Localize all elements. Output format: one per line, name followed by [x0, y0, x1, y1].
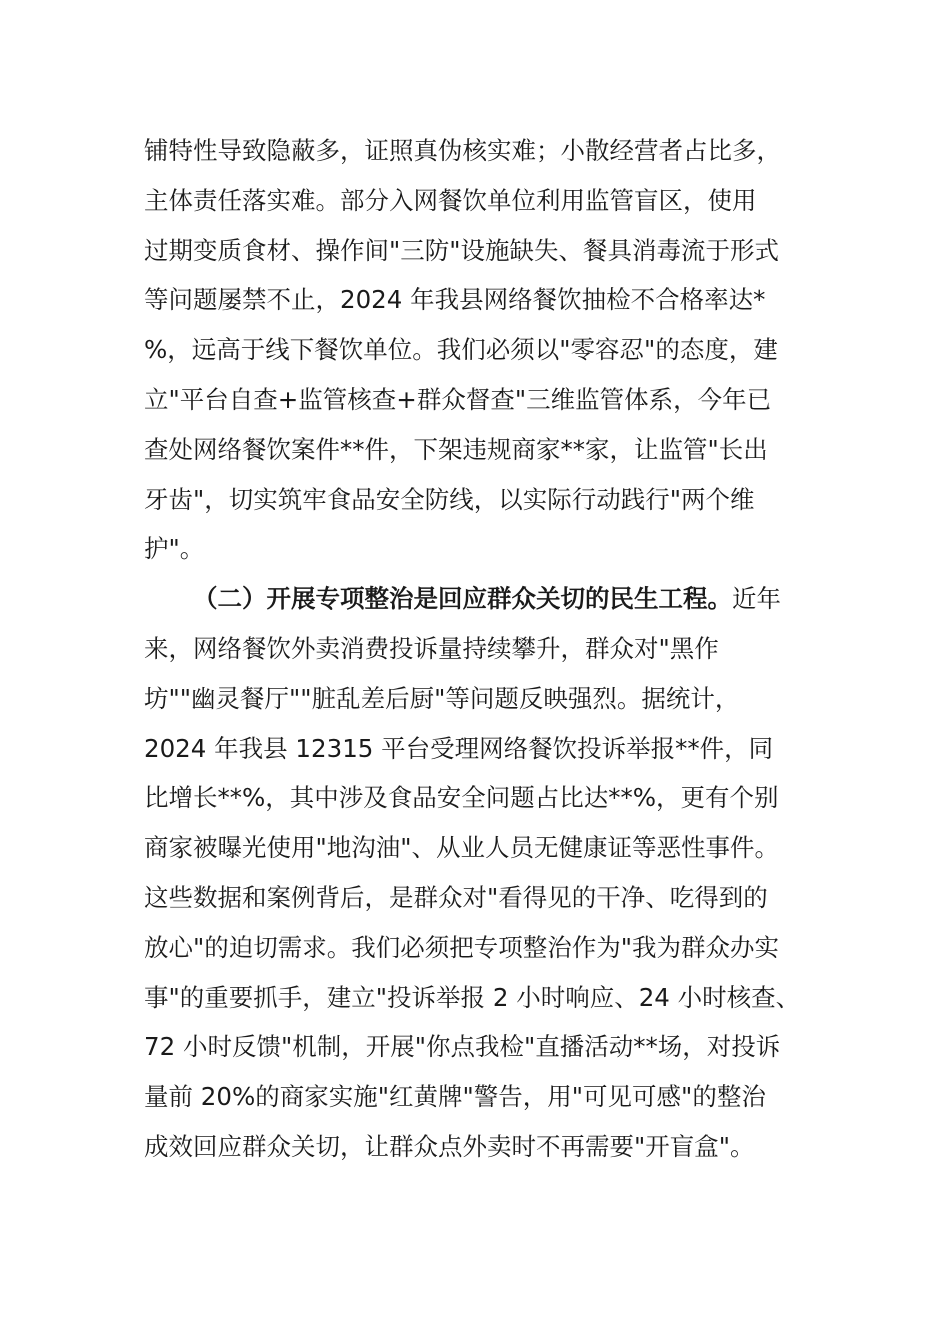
paragraph-line: 主体责任落实难。部分入网餐饮单位利用监管盲区，使用 [144, 185, 757, 215]
paragraph-line: 这些数据和案例背后，是群众对"看得见的干净、吃得到的 [144, 882, 768, 912]
document-body [144, 126, 814, 1172]
paragraph-line: 量前 20%的商家实施"红黄牌"警告，用"可见可感"的整治 [144, 1082, 766, 1112]
paragraph-line: 2024 年我县 12315 平台受理网络餐饮投诉举报**件，同 [144, 733, 774, 763]
paragraph-line: 等问题屡禁不止，2024 年我县网络餐饮抽检不合格率达* [144, 285, 766, 315]
paragraph-line: 查处网络餐饮案件**件，下架违规商家**家，让监管"长出 [144, 434, 768, 464]
paragraph-line: 坊""幽灵餐厅""脏乱差后厨"等问题反映强烈。据统计， [144, 683, 740, 713]
paragraph-line: 来，网络餐饮外卖消费投诉量持续攀升，群众对"黑作 [144, 633, 719, 663]
paragraph-line: 护"。 [144, 534, 205, 564]
section-heading: （二）开展专项整治是回应群众关切的民生工程。 [193, 584, 732, 614]
paragraph-line: 72 小时反馈"机制，开展"你点我检"直播活动**场，对投诉 [144, 1032, 781, 1062]
paragraph-line: 放心"的迫切需求。我们必须把专项整治作为"我为群众办实 [144, 932, 780, 962]
paragraph-line: 立"平台自查+监管核查+群众督查"三维监管体系，今年已 [144, 384, 772, 414]
paragraph-line: 过期变质食材、操作间"三防"设施缺失、餐具消毒流于形式 [144, 235, 780, 265]
paragraph-line: 成效回应群众关切，让群众点外卖时不再需要"开盲盒"。 [144, 1131, 755, 1161]
paragraph-line: 比增长**%，其中涉及食品安全问题占比达**%，更有个别 [144, 783, 779, 813]
paragraph-line: 牙齿"，切实筑牢食品安全防线，以实际行动践行"两个维 [144, 484, 755, 514]
paragraph-line: 商家被曝光使用"地沟油"、从业人员无健康证等恶性事件。 [144, 833, 780, 863]
section-heading-continuation: 近年 [732, 584, 781, 614]
paragraph-line: 铺特性导致隐蔽多，证照真伪核实难；小散经营者占比多， [144, 136, 781, 165]
paragraph-line: 事"的重要抓手，建立"投诉举报 2 小时响应、24 小时核查、 [144, 982, 801, 1012]
paragraph-line: %，远高于线下餐饮单位。我们必须以"零容忍"的态度，建 [144, 335, 778, 365]
section-heading-line [144, 574, 814, 624]
